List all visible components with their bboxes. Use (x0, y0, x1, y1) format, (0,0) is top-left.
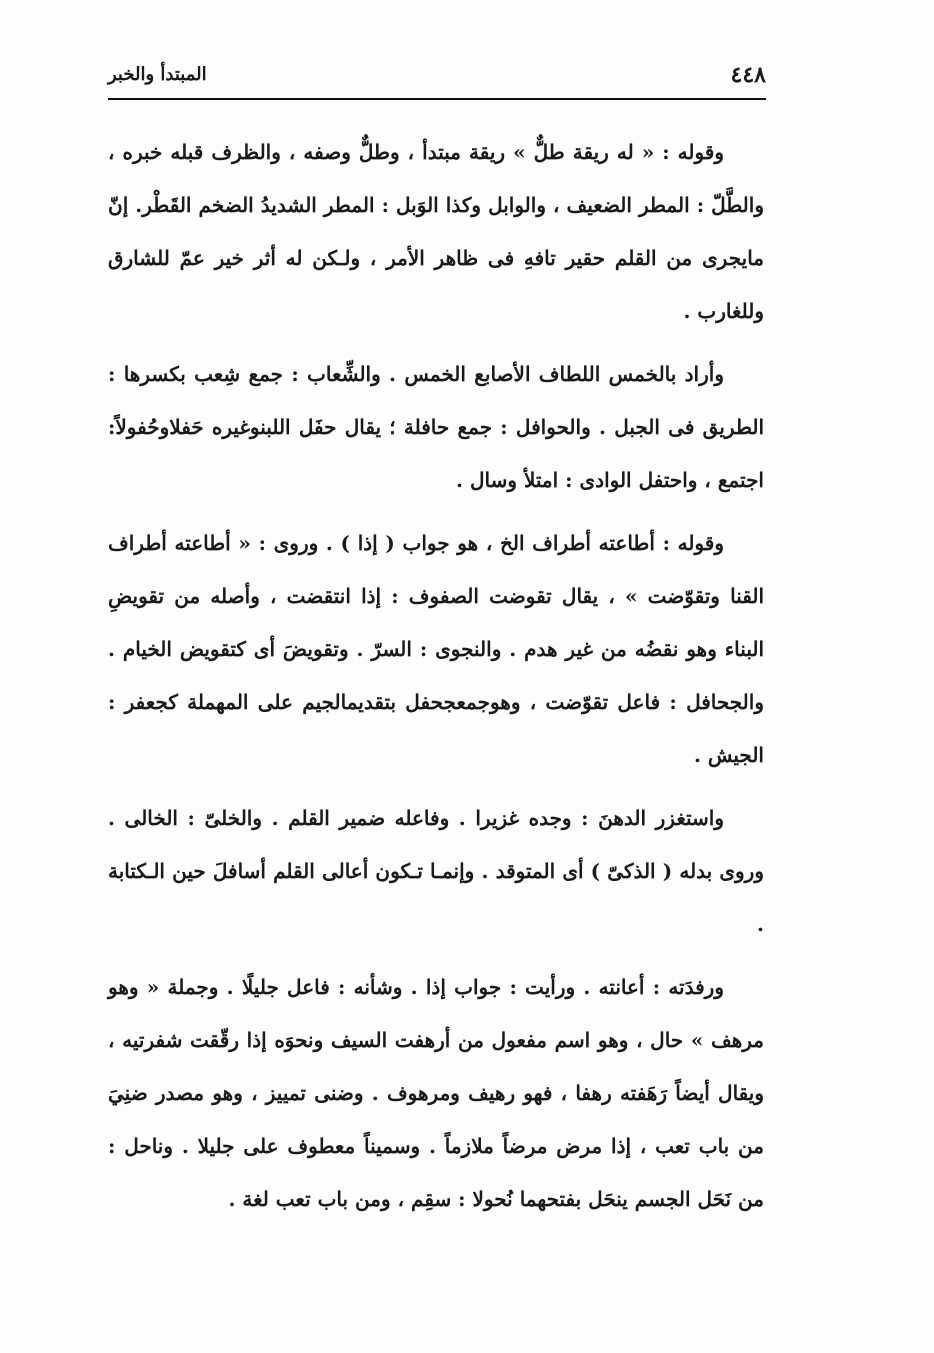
paragraph-1: وقوله : « له ريقة طلٌّ » ريقة مبتدأ ، وطلٌّ وصفه ، والظرف قبله خبره ، والطَّلّ : المطر الضعيف ، والوابل وكذا الوَبل : المطر الشديدُ الضخم القَطْر. إنّ مايجرى من القلم حقير تافهِ فى ظاهر الأمر ، ولـكن له أثر خير عمّ للشارق وللغارب . (108, 140, 764, 323)
paragraph-3: وقوله : أطاعته أطراف الخ ، هو جواب ( إذا ) . وروى : « أطاعته أطراف القنا وتقوّضت » ، يقال تقوضت الصفوف : إذا انتقضت ، وأصله من تقويضِ البناء وهو نقضُه من غير هدم . والنجوى : السرّ . وتقويضَ أى كتقويض الخيام . والجحافل : فاعل تقوّضت ، وهوجمعجحفل بتقديمالجيم على المهملة كجعفر : الجيش . (108, 531, 764, 767)
page-header (108, 58, 766, 98)
page-number: ٤٤٨ (730, 62, 766, 88)
header-rule (108, 98, 766, 100)
paragraph-5: ورفدَته : أعانته . ورأيت : جواب إذا . وشأنه : فاعل جليلًا . وجملة « وهو مرهف » حال ، وهو اسم مفعول من أرهفت السيف ونحوَه إذا رقّقت شفرتيه ، ويقال أيضاً رَهَفته رهفا ، فهو رهيف ومرهوف . وضنى تمييز ، وهو مصدر ضنِيَ من باب تعب ، إذا مرض مرضاً ملازماً . وسميناً معطوف على جليلا . وناحل : من نَحَل الجسم ينحَل بفتحهما نُحولا : سقِم ، ومن باب تعب لغة . (108, 975, 764, 1211)
paragraph-4: واستغزر الدهنَ : وجده غزيرا . وفاعله ضمير القلم . والخلىّ : الخالى . وروى بدله ( الذكىّ ) أى المتوقد . وإنمـا تـكون أعالى القلم أسافلَ حين الـكتابة . (108, 806, 764, 936)
paragraph-2: وأراد بالخمس اللطاف الأصابع الخمس . والشِّعاب : جمع شِعب بكسرها : الطريق فى الجبل . والحوافل : جمع حافلة ؛ يقال حفَل اللبنوغيره حَفلاوحُفولاً: اجتمع ، واحتفل الوادى : امتلأ وسال . (108, 362, 764, 492)
body-text (108, 126, 764, 1236)
running-title: المبتدأ والخبر (108, 64, 207, 85)
